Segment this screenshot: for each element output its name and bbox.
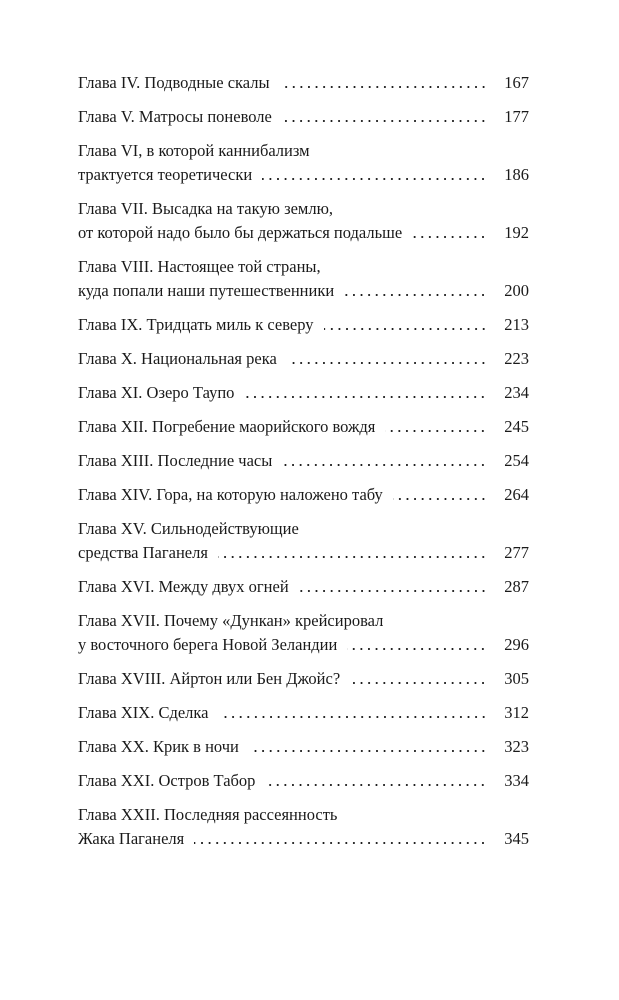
toc-entry[interactable]	[78, 255, 529, 303]
toc-entry-title: Глава XII. Погребение маорийского вождя	[78, 417, 376, 436]
toc-entry-title: от которой надо было бы держаться подальше	[78, 223, 403, 242]
toc-entry-title-line: Глава VII. Высадка на такую землю,	[78, 199, 334, 218]
toc-entry[interactable]	[78, 197, 529, 245]
toc-page-number: 223	[504, 349, 529, 368]
dot-leader	[347, 646, 487, 652]
toc-page-number: 213	[504, 315, 529, 334]
toc-page-number: 264	[504, 485, 529, 504]
toc-page-number: 186	[504, 165, 529, 184]
dot-leader	[282, 462, 487, 468]
toc-entry[interactable]	[78, 71, 529, 95]
toc-entry-title: средства Паганеля	[78, 543, 208, 562]
toc-entry-title: Глава XI. Озеро Таупо	[78, 383, 235, 402]
dot-leader	[287, 360, 487, 366]
toc-page-number: 245	[504, 417, 529, 436]
toc-page-number: 323	[504, 737, 529, 756]
toc-entry[interactable]	[78, 449, 529, 473]
toc-entry-title: Глава XIX. Сделка	[78, 703, 209, 722]
toc-page-number: 277	[504, 543, 529, 562]
toc-entry-title: Глава XVI. Между двух огней	[78, 577, 289, 596]
toc-entry-title: трактуется теоретически	[78, 165, 253, 184]
toc-entry-title: Глава V. Матросы поневоле	[78, 107, 272, 126]
toc-entry-title: Глава XIII. Последние часы	[78, 451, 273, 470]
toc-page-number: 287	[504, 577, 529, 596]
dot-leader	[299, 588, 487, 594]
dot-leader	[393, 496, 487, 502]
toc-page-number: 345	[504, 829, 529, 848]
toc-entry[interactable]	[78, 139, 529, 187]
toc-page-number: 305	[504, 669, 529, 688]
dot-leader	[265, 782, 487, 788]
toc-entry-title: Глава XX. Крик в ночи	[78, 737, 239, 756]
toc-entry-title: у восточного берега Новой Зеландии	[78, 635, 338, 654]
toc-page-number: 200	[504, 281, 529, 300]
toc-entry-title: Глава X. Национальная река	[78, 349, 277, 368]
toc-page-number: 312	[504, 703, 529, 722]
toc-entry-title: куда попали наши путешественники	[78, 281, 335, 300]
toc-entry-title: Глава IX. Тридцать миль к северу	[78, 315, 314, 334]
toc-entry[interactable]	[78, 701, 529, 725]
dot-leader	[249, 748, 487, 754]
toc-entry[interactable]	[78, 381, 529, 405]
dot-leader	[219, 714, 487, 720]
toc-entry[interactable]	[78, 517, 529, 565]
toc-entry[interactable]	[78, 483, 529, 507]
toc-entry-title: Глава XVIII. Айртон или Бен Джойс?	[78, 669, 341, 688]
toc-entry-title-line: Глава VI, в которой каннибализм	[78, 141, 310, 160]
toc-entry-title-line: Глава XVII. Почему «Дункан» крейсировал	[78, 611, 384, 630]
dot-leader	[385, 428, 487, 434]
toc-page-number: 234	[504, 383, 529, 402]
toc-entry[interactable]	[78, 735, 529, 759]
dot-leader	[280, 84, 487, 90]
toc-entry-title-line: Глава XV. Сильнодействующие	[78, 519, 299, 538]
toc-entry-title-line: Глава XXII. Последняя рассеянность	[78, 805, 338, 824]
toc-page-number: 192	[504, 223, 529, 242]
toc-entry-title-line: Глава VIII. Настоящее той страны,	[78, 257, 321, 276]
dot-leader	[218, 554, 487, 560]
dot-leader	[244, 394, 487, 400]
toc-entry[interactable]	[78, 803, 529, 851]
dot-leader	[282, 118, 487, 124]
toc-entry[interactable]	[78, 313, 529, 337]
toc-entry[interactable]	[78, 105, 529, 129]
toc-entry[interactable]	[78, 769, 529, 793]
toc-page-number: 254	[504, 451, 529, 470]
toc-entry-title: Глава XIV. Гора, на которую наложено табу	[78, 485, 383, 504]
toc-page-number: 167	[504, 73, 529, 92]
toc-page-number: 296	[504, 635, 529, 654]
toc-entry[interactable]	[78, 609, 529, 657]
toc-entry[interactable]	[78, 347, 529, 371]
toc-entry-title: Глава XXI. Остров Табор	[78, 771, 256, 790]
toc-entry[interactable]	[78, 667, 529, 691]
toc-page-number: 334	[504, 771, 529, 790]
toc-entry[interactable]	[78, 575, 529, 599]
table-of-contents	[78, 71, 529, 861]
toc-entry-title: Жака Паганеля	[78, 829, 185, 848]
dot-leader	[324, 326, 488, 332]
toc-entry-title: Глава IV. Подводные скалы	[78, 73, 270, 92]
toc-entry[interactable]	[78, 415, 529, 439]
dot-leader	[412, 234, 487, 240]
dot-leader	[350, 680, 487, 686]
toc-page-number: 177	[504, 107, 529, 126]
dot-leader	[194, 840, 487, 846]
dot-leader	[262, 176, 487, 182]
dot-leader	[344, 292, 487, 298]
